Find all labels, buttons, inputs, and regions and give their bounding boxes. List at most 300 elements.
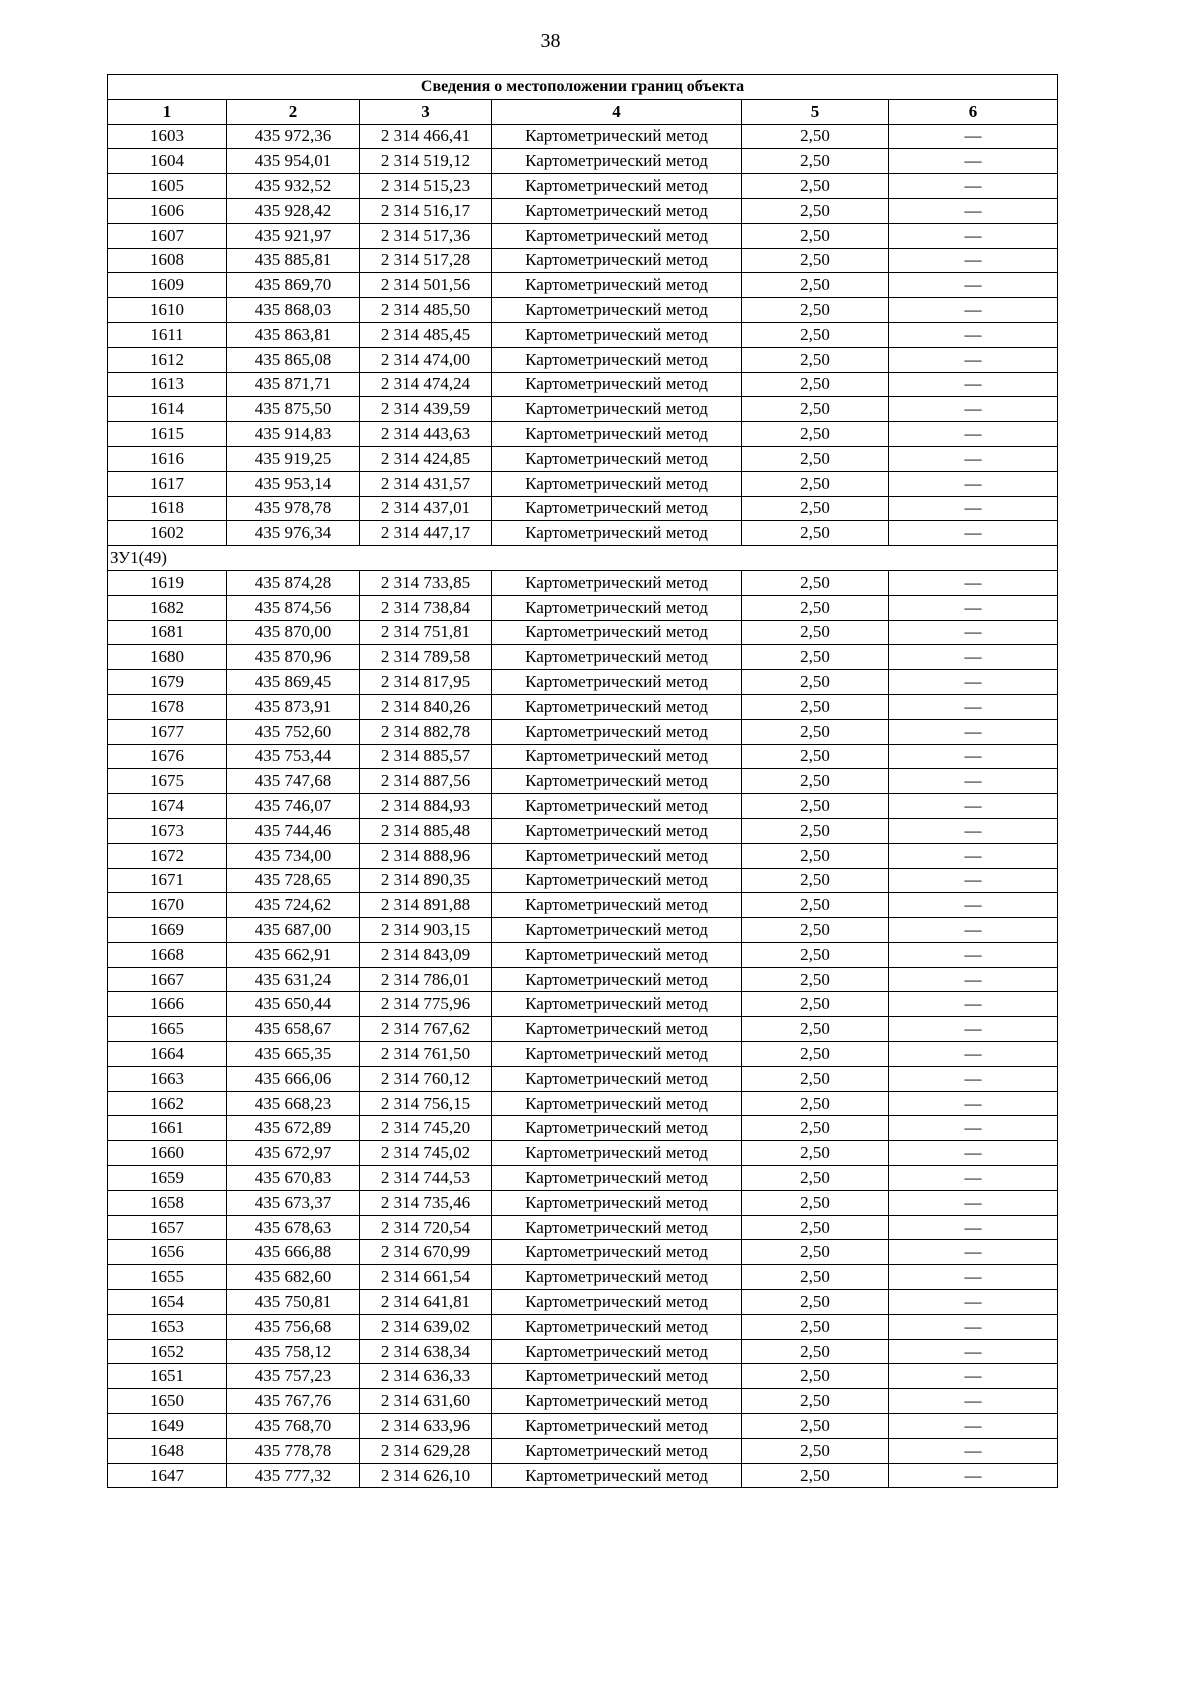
point-number-cell: 1672 [108,843,227,868]
x-coordinate-cell: 435 672,97 [227,1141,360,1166]
accuracy-cell: 2,50 [742,496,889,521]
accuracy-cell: 2,50 [742,818,889,843]
table-row [108,1240,1058,1265]
point-number-cell: 1613 [108,372,227,397]
description-cell: — [889,1364,1058,1389]
y-coordinate-cell: 2 314 887,56 [360,769,492,794]
x-coordinate-cell: 435 670,83 [227,1166,360,1191]
point-number-cell: 1647 [108,1463,227,1488]
accuracy-cell: 2,50 [742,868,889,893]
description-cell: — [889,918,1058,943]
method-cell: Картометрический метод [492,893,742,918]
y-coordinate-cell: 2 314 437,01 [360,496,492,521]
y-coordinate-cell: 2 314 431,57 [360,471,492,496]
table-row [108,1042,1058,1067]
accuracy-cell: 2,50 [742,521,889,546]
x-coordinate-cell: 435 744,46 [227,818,360,843]
accuracy-cell: 2,50 [742,992,889,1017]
method-cell: Картометрический метод [492,942,742,967]
method-cell: Картометрический метод [492,1091,742,1116]
table-row [108,1389,1058,1414]
accuracy-cell: 2,50 [742,843,889,868]
x-coordinate-cell: 435 978,78 [227,496,360,521]
point-number-cell: 1668 [108,942,227,967]
description-cell: — [889,1463,1058,1488]
y-coordinate-cell: 2 314 733,85 [360,570,492,595]
description-cell: — [889,174,1058,199]
point-number-cell: 1660 [108,1141,227,1166]
description-cell: — [889,446,1058,471]
table-row [108,273,1058,298]
table-row [108,868,1058,893]
accuracy-cell: 2,50 [742,1166,889,1191]
table-row [108,1463,1058,1488]
x-coordinate-cell: 435 928,42 [227,198,360,223]
x-coordinate-cell: 435 767,76 [227,1389,360,1414]
method-cell: Картометрический метод [492,1240,742,1265]
method-cell: Картометрический метод [492,1042,742,1067]
table-row [108,794,1058,819]
description-cell: — [889,1166,1058,1191]
table-row [108,149,1058,174]
point-number-cell: 1619 [108,570,227,595]
y-coordinate-cell: 2 314 516,17 [360,198,492,223]
x-coordinate-cell: 435 914,83 [227,422,360,447]
y-coordinate-cell: 2 314 885,48 [360,818,492,843]
table-row [108,620,1058,645]
point-number-cell: 1663 [108,1066,227,1091]
x-coordinate-cell: 435 869,45 [227,670,360,695]
accuracy-cell: 2,50 [742,1265,889,1290]
description-cell: — [889,942,1058,967]
point-number-cell: 1652 [108,1339,227,1364]
point-number-cell: 1617 [108,471,227,496]
description-cell: — [889,769,1058,794]
accuracy-cell: 2,50 [742,347,889,372]
accuracy-cell: 2,50 [742,1339,889,1364]
description-cell: — [889,1141,1058,1166]
description-cell: — [889,992,1058,1017]
table-row [108,1339,1058,1364]
method-cell: Картометрический метод [492,1389,742,1414]
point-number-cell: 1675 [108,769,227,794]
method-cell: Картометрический метод [492,1017,742,1042]
accuracy-cell: 2,50 [742,1141,889,1166]
x-coordinate-cell: 435 747,68 [227,769,360,794]
boundary-coordinates-table [107,74,1058,1488]
section-label: ЗУ1(49) [108,546,1058,571]
accuracy-cell: 2,50 [742,1414,889,1439]
method-cell: Картометрический метод [492,1438,742,1463]
point-number-cell: 1670 [108,893,227,918]
y-coordinate-cell: 2 314 745,20 [360,1116,492,1141]
point-number-cell: 1669 [108,918,227,943]
method-cell: Картометрический метод [492,918,742,943]
description-cell: — [889,967,1058,992]
x-coordinate-cell: 435 750,81 [227,1290,360,1315]
x-coordinate-cell: 435 870,96 [227,645,360,670]
accuracy-cell: 2,50 [742,1017,889,1042]
point-number-cell: 1603 [108,124,227,149]
description-cell: — [889,496,1058,521]
method-cell: Картометрический метод [492,967,742,992]
point-number-cell: 1659 [108,1166,227,1191]
column-header: 2 [227,99,360,124]
method-cell: Картометрический метод [492,1314,742,1339]
y-coordinate-cell: 2 314 424,85 [360,446,492,471]
method-cell: Картометрический метод [492,496,742,521]
point-number-cell: 1611 [108,322,227,347]
section-row [108,546,1058,571]
y-coordinate-cell: 2 314 890,35 [360,868,492,893]
accuracy-cell: 2,50 [742,645,889,670]
x-coordinate-cell: 435 953,14 [227,471,360,496]
point-number-cell: 1679 [108,670,227,695]
point-number-cell: 1651 [108,1364,227,1389]
x-coordinate-cell: 435 666,06 [227,1066,360,1091]
method-cell: Картометрический метод [492,1339,742,1364]
point-number-cell: 1682 [108,595,227,620]
point-number-cell: 1615 [108,422,227,447]
table-row [108,1017,1058,1042]
x-coordinate-cell: 435 873,91 [227,694,360,719]
y-coordinate-cell: 2 314 817,95 [360,670,492,695]
table-row [108,471,1058,496]
method-cell: Картометрический метод [492,372,742,397]
x-coordinate-cell: 435 921,97 [227,223,360,248]
accuracy-cell: 2,50 [742,446,889,471]
point-number-cell: 1656 [108,1240,227,1265]
accuracy-cell: 2,50 [742,744,889,769]
table-row [108,1091,1058,1116]
y-coordinate-cell: 2 314 639,02 [360,1314,492,1339]
point-number-cell: 1654 [108,1290,227,1315]
table-body [108,124,1058,1488]
description-cell: — [889,620,1058,645]
description-cell: — [889,124,1058,149]
method-cell: Картометрический метод [492,1066,742,1091]
y-coordinate-cell: 2 314 517,28 [360,248,492,273]
description-cell: — [889,422,1058,447]
y-coordinate-cell: 2 314 786,01 [360,967,492,992]
method-cell: Картометрический метод [492,1265,742,1290]
point-number-cell: 1674 [108,794,227,819]
point-number-cell: 1606 [108,198,227,223]
method-cell: Картометрический метод [492,198,742,223]
accuracy-cell: 2,50 [742,570,889,595]
table-row [108,967,1058,992]
x-coordinate-cell: 435 665,35 [227,1042,360,1067]
table-row [108,174,1058,199]
x-coordinate-cell: 435 919,25 [227,446,360,471]
method-cell: Картометрический метод [492,521,742,546]
y-coordinate-cell: 2 314 767,62 [360,1017,492,1042]
description-cell: — [889,223,1058,248]
point-number-cell: 1618 [108,496,227,521]
accuracy-cell: 2,50 [742,298,889,323]
y-coordinate-cell: 2 314 789,58 [360,645,492,670]
accuracy-cell: 2,50 [742,1066,889,1091]
description-cell: — [889,1438,1058,1463]
method-cell: Картометрический метод [492,992,742,1017]
description-cell: — [889,595,1058,620]
point-number-cell: 1661 [108,1116,227,1141]
description-cell: — [889,694,1058,719]
method-cell: Картометрический метод [492,273,742,298]
description-cell: — [889,397,1058,422]
table-title: Сведения о местоположении границ объекта [108,75,1058,100]
x-coordinate-cell: 435 778,78 [227,1438,360,1463]
description-cell: — [889,1290,1058,1315]
y-coordinate-cell: 2 314 466,41 [360,124,492,149]
x-coordinate-cell: 435 874,56 [227,595,360,620]
method-cell: Картометрический метод [492,322,742,347]
x-coordinate-cell: 435 758,12 [227,1339,360,1364]
table-row [108,1314,1058,1339]
table-row [108,446,1058,471]
method-cell: Картометрический метод [492,248,742,273]
x-coordinate-cell: 435 757,23 [227,1364,360,1389]
point-number-cell: 1610 [108,298,227,323]
point-number-cell: 1677 [108,719,227,744]
description-cell: — [889,347,1058,372]
accuracy-cell: 2,50 [742,620,889,645]
x-coordinate-cell: 435 972,36 [227,124,360,149]
point-number-cell: 1609 [108,273,227,298]
y-coordinate-cell: 2 314 633,96 [360,1414,492,1439]
table-row [108,1166,1058,1191]
y-coordinate-cell: 2 314 474,00 [360,347,492,372]
method-cell: Картометрический метод [492,818,742,843]
table-row [108,298,1058,323]
y-coordinate-cell: 2 314 885,57 [360,744,492,769]
method-cell: Картометрический метод [492,1364,742,1389]
y-coordinate-cell: 2 314 485,45 [360,322,492,347]
table-row [108,521,1058,546]
point-number-cell: 1678 [108,694,227,719]
method-cell: Картометрический метод [492,694,742,719]
table-row [108,1066,1058,1091]
y-coordinate-cell: 2 314 760,12 [360,1066,492,1091]
description-cell: — [889,719,1058,744]
point-number-cell: 1658 [108,1190,227,1215]
y-coordinate-cell: 2 314 629,28 [360,1438,492,1463]
x-coordinate-cell: 435 724,62 [227,893,360,918]
description-cell: — [889,744,1058,769]
accuracy-cell: 2,50 [742,471,889,496]
accuracy-cell: 2,50 [742,223,889,248]
method-cell: Картометрический метод [492,422,742,447]
description-cell: — [889,1215,1058,1240]
table-row [108,1190,1058,1215]
x-coordinate-cell: 435 752,60 [227,719,360,744]
method-cell: Картометрический метод [492,1116,742,1141]
description-cell: — [889,298,1058,323]
y-coordinate-cell: 2 314 888,96 [360,843,492,868]
description-cell: — [889,1339,1058,1364]
point-number-cell: 1676 [108,744,227,769]
y-coordinate-cell: 2 314 884,93 [360,794,492,819]
x-coordinate-cell: 435 869,70 [227,273,360,298]
table-row [108,670,1058,695]
point-number-cell: 1602 [108,521,227,546]
description-cell: — [889,1240,1058,1265]
column-header-row [108,99,1058,124]
y-coordinate-cell: 2 314 903,15 [360,918,492,943]
y-coordinate-cell: 2 314 843,09 [360,942,492,967]
table-row [108,1116,1058,1141]
description-cell: — [889,1414,1058,1439]
table-row [108,1215,1058,1240]
table-row [108,719,1058,744]
method-cell: Картометрический метод [492,670,742,695]
y-coordinate-cell: 2 314 735,46 [360,1190,492,1215]
table-row [108,347,1058,372]
y-coordinate-cell: 2 314 474,24 [360,372,492,397]
table-row [108,322,1058,347]
description-cell: — [889,1066,1058,1091]
table-row [108,397,1058,422]
method-cell: Картометрический метод [492,620,742,645]
accuracy-cell: 2,50 [742,1240,889,1265]
x-coordinate-cell: 435 734,00 [227,843,360,868]
description-cell: — [889,818,1058,843]
method-cell: Картометрический метод [492,1215,742,1240]
description-cell: — [889,273,1058,298]
table-row [108,124,1058,149]
method-cell: Картометрический метод [492,769,742,794]
point-number-cell: 1605 [108,174,227,199]
point-number-cell: 1607 [108,223,227,248]
method-cell: Картометрический метод [492,347,742,372]
point-number-cell: 1665 [108,1017,227,1042]
accuracy-cell: 2,50 [742,174,889,199]
x-coordinate-cell: 435 728,65 [227,868,360,893]
description-cell: — [889,1314,1058,1339]
accuracy-cell: 2,50 [742,1042,889,1067]
point-number-cell: 1604 [108,149,227,174]
y-coordinate-cell: 2 314 519,12 [360,149,492,174]
y-coordinate-cell: 2 314 738,84 [360,595,492,620]
accuracy-cell: 2,50 [742,1314,889,1339]
point-number-cell: 1650 [108,1389,227,1414]
accuracy-cell: 2,50 [742,595,889,620]
y-coordinate-cell: 2 314 638,34 [360,1339,492,1364]
method-cell: Картометрический метод [492,1141,742,1166]
x-coordinate-cell: 435 668,23 [227,1091,360,1116]
y-coordinate-cell: 2 314 517,36 [360,223,492,248]
x-coordinate-cell: 435 768,70 [227,1414,360,1439]
column-header: 4 [492,99,742,124]
y-coordinate-cell: 2 314 515,23 [360,174,492,199]
y-coordinate-cell: 2 314 501,56 [360,273,492,298]
description-cell: — [889,1389,1058,1414]
table-row [108,496,1058,521]
point-number-cell: 1616 [108,446,227,471]
description-cell: — [889,794,1058,819]
description-cell: — [889,868,1058,893]
table-row [108,818,1058,843]
x-coordinate-cell: 435 863,81 [227,322,360,347]
description-cell: — [889,521,1058,546]
x-coordinate-cell: 435 662,91 [227,942,360,967]
description-cell: — [889,1042,1058,1067]
x-coordinate-cell: 435 868,03 [227,298,360,323]
accuracy-cell: 2,50 [742,1389,889,1414]
x-coordinate-cell: 435 871,71 [227,372,360,397]
y-coordinate-cell: 2 314 447,17 [360,521,492,546]
accuracy-cell: 2,50 [742,1438,889,1463]
description-cell: — [889,893,1058,918]
y-coordinate-cell: 2 314 761,50 [360,1042,492,1067]
y-coordinate-cell: 2 314 882,78 [360,719,492,744]
x-coordinate-cell: 435 870,00 [227,620,360,645]
y-coordinate-cell: 2 314 745,02 [360,1141,492,1166]
description-cell: — [889,1017,1058,1042]
accuracy-cell: 2,50 [742,670,889,695]
accuracy-cell: 2,50 [742,422,889,447]
y-coordinate-cell: 2 314 485,50 [360,298,492,323]
method-cell: Картометрический метод [492,744,742,769]
accuracy-cell: 2,50 [742,719,889,744]
point-number-cell: 1681 [108,620,227,645]
method-cell: Картометрический метод [492,794,742,819]
y-coordinate-cell: 2 314 443,63 [360,422,492,447]
point-number-cell: 1612 [108,347,227,372]
y-coordinate-cell: 2 314 641,81 [360,1290,492,1315]
table-row [108,645,1058,670]
point-number-cell: 1608 [108,248,227,273]
accuracy-cell: 2,50 [742,397,889,422]
x-coordinate-cell: 435 687,00 [227,918,360,943]
accuracy-cell: 2,50 [742,794,889,819]
table-row [108,1141,1058,1166]
method-cell: Картометрический метод [492,223,742,248]
method-cell: Картометрический метод [492,471,742,496]
y-coordinate-cell: 2 314 631,60 [360,1389,492,1414]
x-coordinate-cell: 435 976,34 [227,521,360,546]
accuracy-cell: 2,50 [742,273,889,298]
table-row [108,1414,1058,1439]
accuracy-cell: 2,50 [742,769,889,794]
accuracy-cell: 2,50 [742,1091,889,1116]
table-row [108,1265,1058,1290]
point-number-cell: 1655 [108,1265,227,1290]
method-cell: Картометрический метод [492,446,742,471]
description-cell: — [889,322,1058,347]
x-coordinate-cell: 435 954,01 [227,149,360,174]
table-row [108,744,1058,769]
accuracy-cell: 2,50 [742,1463,889,1488]
x-coordinate-cell: 435 777,32 [227,1463,360,1488]
point-number-cell: 1667 [108,967,227,992]
description-cell: — [889,570,1058,595]
accuracy-cell: 2,50 [742,1364,889,1389]
y-coordinate-cell: 2 314 661,54 [360,1265,492,1290]
y-coordinate-cell: 2 314 626,10 [360,1463,492,1488]
method-cell: Картометрический метод [492,843,742,868]
x-coordinate-cell: 435 753,44 [227,744,360,769]
table-row [108,1290,1058,1315]
x-coordinate-cell: 435 650,44 [227,992,360,1017]
accuracy-cell: 2,50 [742,1215,889,1240]
column-header: 1 [108,99,227,124]
x-coordinate-cell: 435 658,67 [227,1017,360,1042]
point-number-cell: 1614 [108,397,227,422]
x-coordinate-cell: 435 756,68 [227,1314,360,1339]
point-number-cell: 1671 [108,868,227,893]
point-number-cell: 1664 [108,1042,227,1067]
